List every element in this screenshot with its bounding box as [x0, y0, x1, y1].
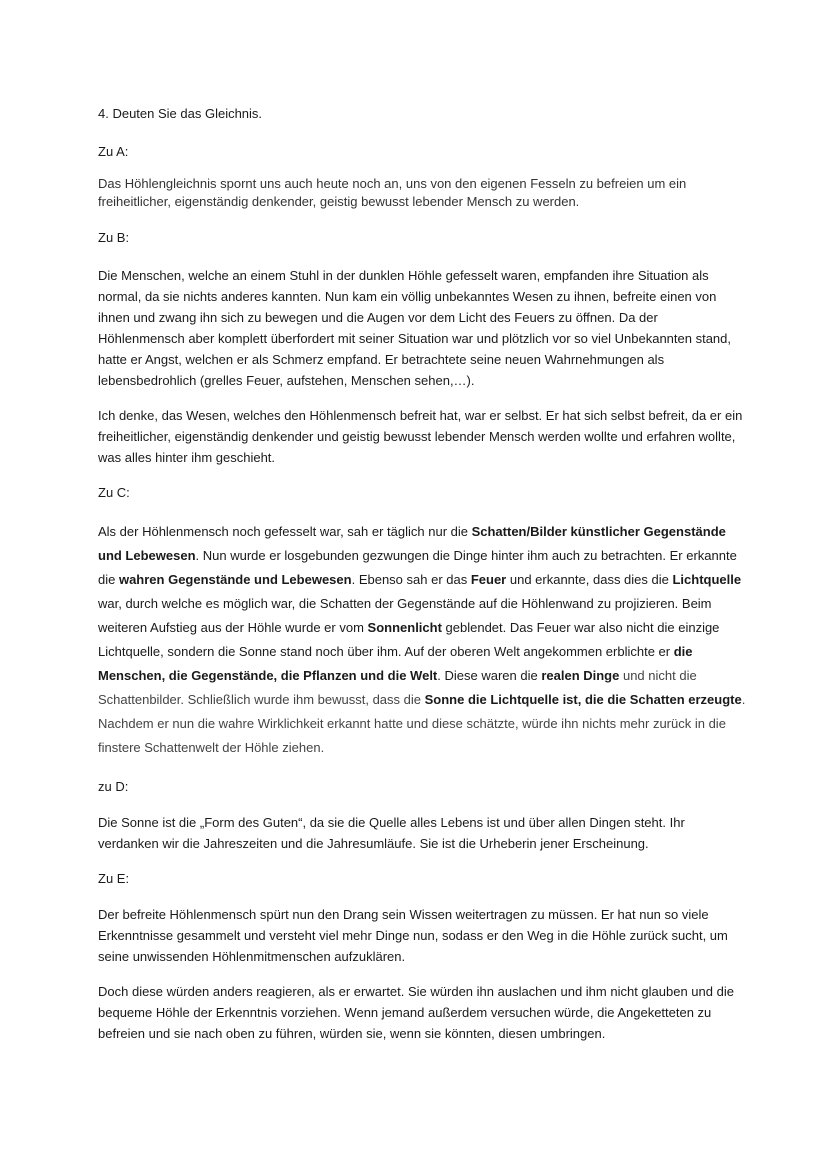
section-c-text-8: und nicht die Schattenbilder. Schließlich wurde ihm bewusst, dass die [98, 668, 697, 707]
section-d-text: Die Sonne ist die „Form des Guten“, da sie die Quelle alles Lebens ist und über allen Dingen steht. Ihr verdanken wir die Jahreszeiten und die Jahresumläufe. Sie ist die Urheberin jener Erscheinung. [98, 815, 685, 851]
section-c-text-7: . Diese waren die [437, 668, 542, 683]
section-c-text-4: und erkannte, dass dies die [506, 572, 673, 587]
section-c-heading: Zu C: [98, 485, 130, 500]
question-heading: 4. Deuten Sie das Gleichnis. [98, 106, 263, 121]
section-c-bold-5: Sonnenlicht [367, 620, 442, 635]
section-c-bold-8: Sonne die Lichtquelle ist, die die Schatten erzeugte [424, 692, 742, 707]
section-c-bold-3: Feuer [470, 572, 507, 587]
section-c-text-5: war, durch welche es möglich war, die Schatten der Gegenstände auf die Höhlenwand zu projizieren. Beim weiteren Aufstieg aus der Höhle wurde er vom [98, 596, 712, 635]
section-c-bold-2: wahren Gegenstände und Lebewesen [118, 572, 352, 587]
section-c-bold-4: Lichtquelle [672, 572, 742, 587]
section-c-text-9: . Nachdem er nun die wahre Wirklichkeit erkannt hatte und diese schätzte, würde ihn nichts mehr zurück in die finstere Schattenwelt der Höhle ziehen. [98, 692, 746, 755]
section-c-text-1: Als der Höhlenmensch noch gefesselt war, sah er täglich nur die [98, 524, 472, 539]
section-e-heading: Zu E: [98, 871, 130, 886]
section-c-text-2: . Nun wurde er losgebunden gezwungen die Dinge hinter ihm auch zu betrachten. Er erkannte die [98, 548, 737, 587]
section-a-heading: Zu A: [98, 144, 129, 159]
section-b-paragraph-1: Die Menschen, welche an einem Stuhl in der dunklen Höhle gefesselt waren, empfanden ihre Situation als normal, da sie nichts anderes kannten. Nun kam ein völlig unbekanntes Wesen zu ihnen, befreite einen von ihnen und zwang ihn sich zu bewegen und die Augen vor dem Licht des Feuers zu öffnen. Da der Höhlenmensch aber komplett überfordert mit seiner Situation war und plötzlich vor so viel Unbekannten stand, hatte er Angst, welchen er als Schmerz empfand. Er betrachtete seine neuen Wahrnehmungen als lebensbedrohlich (grelles Feuer, aufstehen, Menschen sehen,…). [98, 268, 732, 388]
section-d-heading: zu D: [98, 779, 129, 794]
section-c-text-3: . Ebenso sah er das [351, 572, 471, 587]
section-c-text-6: geblendet. Das Feuer war also nicht die einzige Lichtquelle, sondern die Sonne stand noch über ihm. Auf der oberen Welt angekommen erblichte er [98, 620, 720, 659]
section-c-bold-7: realen Dinge [541, 668, 620, 683]
section-c-bold-1: Schatten/Bilder künstlicher Gegenstände und Lebewesen [98, 524, 726, 563]
section-b-heading: Zu B: [98, 230, 130, 245]
section-c-bold-6: die Menschen, die Gegenstände, die Pflanzen und die Welt [98, 644, 693, 683]
section-b-paragraph-2: Ich denke, das Wesen, welches den Höhlenmensch befreit hat, war er selbst. Er hat sich selbst befreit, da er ein freiheitlicher, eigenständig denkender und geistig bewusst lebender Mensch werden wollte und erfahren wollte, was alles hinter ihm geschieht. [98, 408, 743, 465]
section-c-paragraph [98, 520, 748, 760]
section-e-paragraph-2: Doch diese würden anders reagieren, als er erwartet. Sie würden ihn auslachen und ihm nicht glauben und die bequeme Höhle der Erkenntnis vorziehen. Wenn jemand außerdem versuchen würde, die Angeketteten zu befreien und sie nach oben zu führen, würden sie, wenn sie könnten, diesen umbringen. [98, 984, 734, 1041]
section-a-text: Das Höhlengleichnis spornt uns auch heute noch an, uns von den eigenen Fesseln zu befreien um ein freiheitlicher, eigenständig denkender, geistig bewusst lebender Mensch zu werden. [98, 176, 687, 209]
section-e-paragraph-1: Der befreite Höhlenmensch spürt nun den Drang sein Wissen weitertragen zu müssen. Er hat nun so viele Erkenntnisse gesammelt und versteht viel mehr Dinge nun, sodass er den Weg in die Höhle zurück sucht, um seine unwissenden Höhlenmitmenschen aufzuklären. [98, 907, 728, 964]
